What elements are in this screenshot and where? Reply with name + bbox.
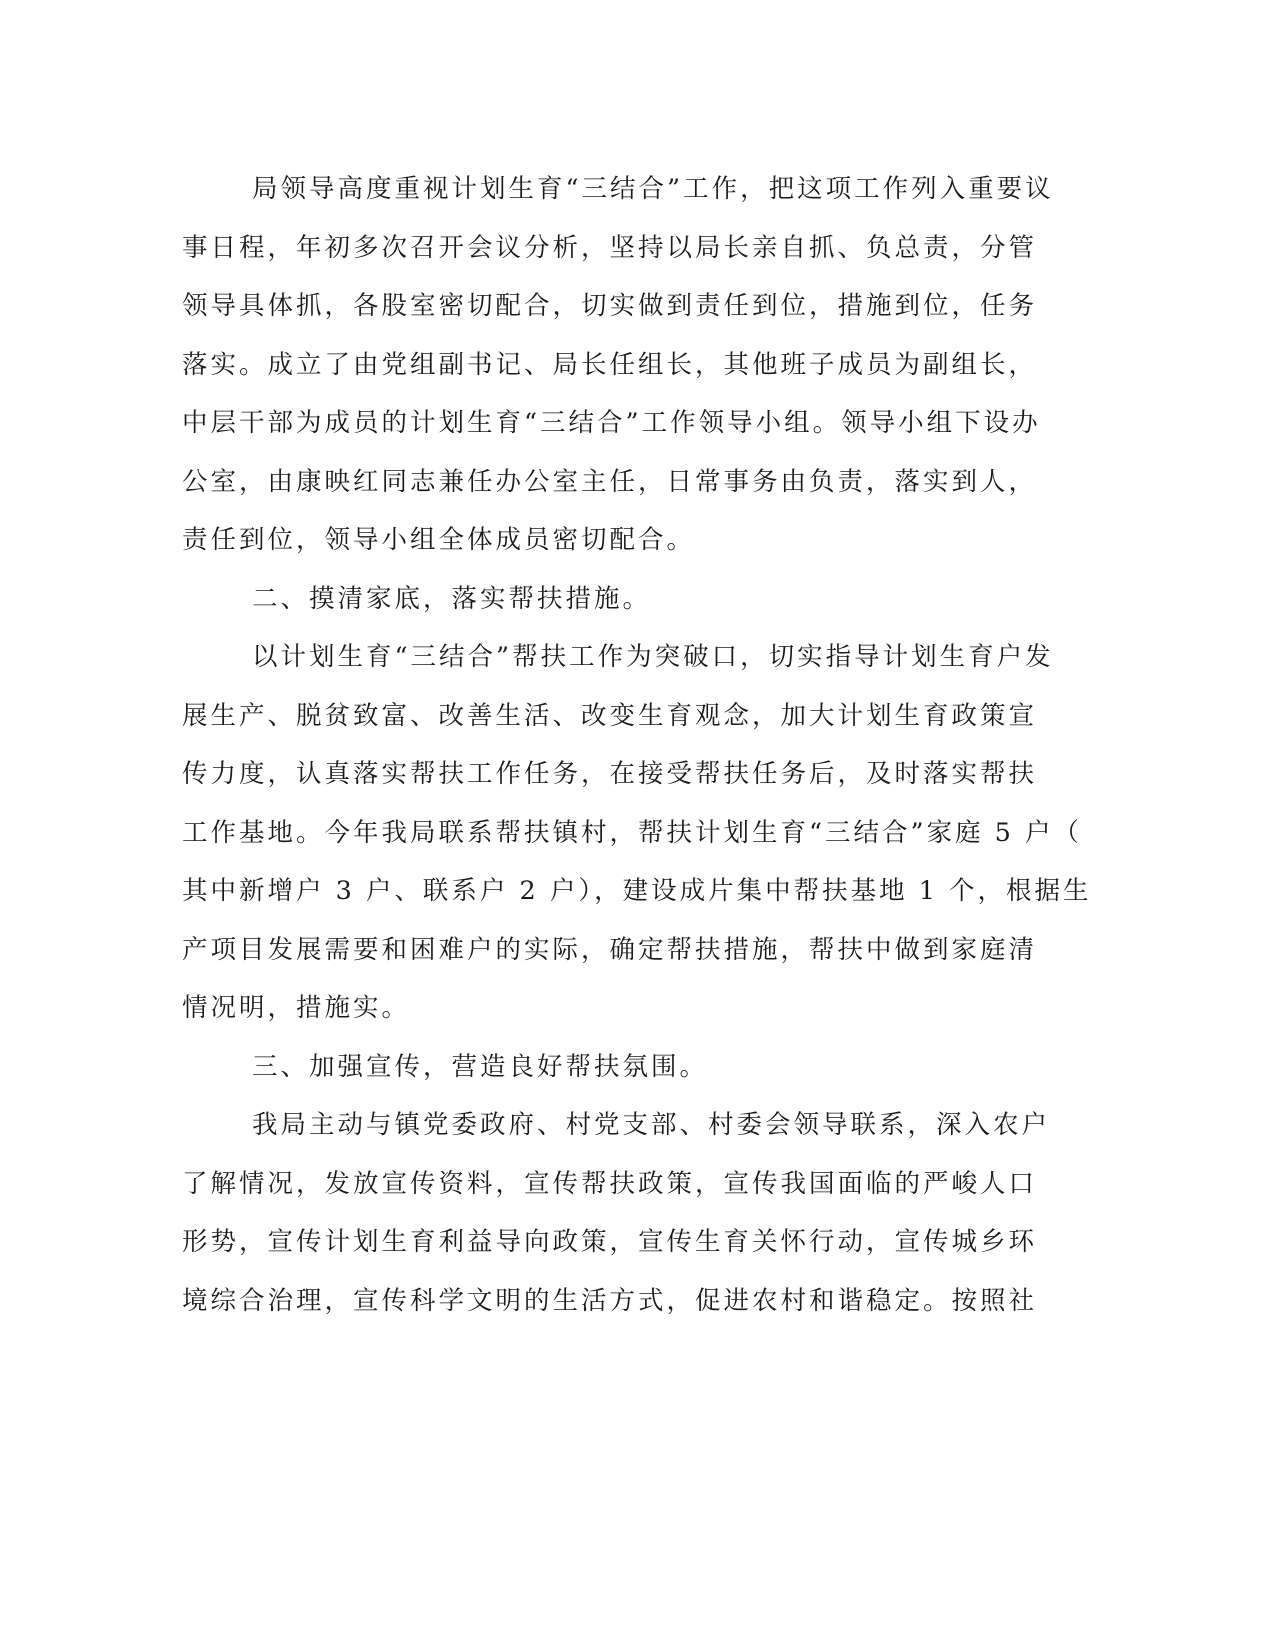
text-line: 落实。成立了由党组副书记、局长任组长，其他班子成员为副组长， [182, 349, 1038, 380]
document-body [182, 160, 1092, 1330]
heading-line: 二、摸清家底，落实帮扶措施。 [252, 583, 652, 614]
text-line: 公室，由康映红同志兼任办公室主任，日常事务由负责，落实到人， [182, 466, 1038, 497]
text-line: 产项目发展需要和困难户的实际，确定帮扶措施，帮扶中做到家庭清 [182, 934, 1038, 965]
heading-line: 三、加强宣传，营造良好帮扶氛围。 [252, 1051, 709, 1082]
text-line: 中层干部为成员的计划生育“三结合”工作领导小组。领导小组下设办 [182, 408, 1041, 438]
text-line: 情况明，措施实。 [182, 993, 411, 1023]
section-heading-3 [182, 1038, 1042, 1097]
text-line: 工作基地。今年我局联系帮扶镇村，帮扶计划生育“三结合”家庭 5 户（ [182, 817, 1083, 848]
text-line: 形势，宣传计划生育利益导向政策，宣传生育关怀行动，宣传城乡环 [182, 1227, 1038, 1257]
section-heading-2 [182, 570, 1042, 629]
text-line: 其中新增户 3 户、联系户 2 户），建设成片集中帮扶基地 1 个，根据生 [182, 876, 1092, 906]
text-line: 境综合治理，宣传科学文明的生活方式，促进农村和谐稳定。按照社 [182, 1285, 1038, 1316]
text-line: 责任到位，领导小组全体成员密切配合。 [182, 525, 696, 555]
text-line: 事日程，年初多次召开会议分析，坚持以局长亲自抓、负总责，分管 [182, 232, 1038, 263]
text-line: 我局主动与镇党委政府、村党支部、村委会领导联系，深入农户 [252, 1110, 1051, 1140]
text-line: 了解情况，发放宣传资料，宣传帮扶政策，宣传我国面临的严峻人口 [182, 1168, 1038, 1199]
text-line: 传力度，认真落实帮扶工作任务，在接受帮扶任务后，及时落实帮扶 [182, 759, 1038, 789]
paragraph-leadership [182, 160, 1054, 570]
paragraph-assistance [182, 628, 1092, 1038]
text-line: 局领导高度重视计划生育“三结合”工作，把这项工作列入重要议 [252, 174, 1054, 204]
text-line: 领导具体抓，各股室密切配合，切实做到责任到位，措施到位，任务 [182, 291, 1038, 321]
text-line: 展生产、脱贫致富、改善生活、改变生育观念，加大计划生育政策宣 [182, 700, 1038, 731]
paragraph-publicity [182, 1096, 1051, 1330]
text-line: 以计划生育“三结合”帮扶工作为突破口，切实指导计划生育户发 [252, 642, 1054, 672]
